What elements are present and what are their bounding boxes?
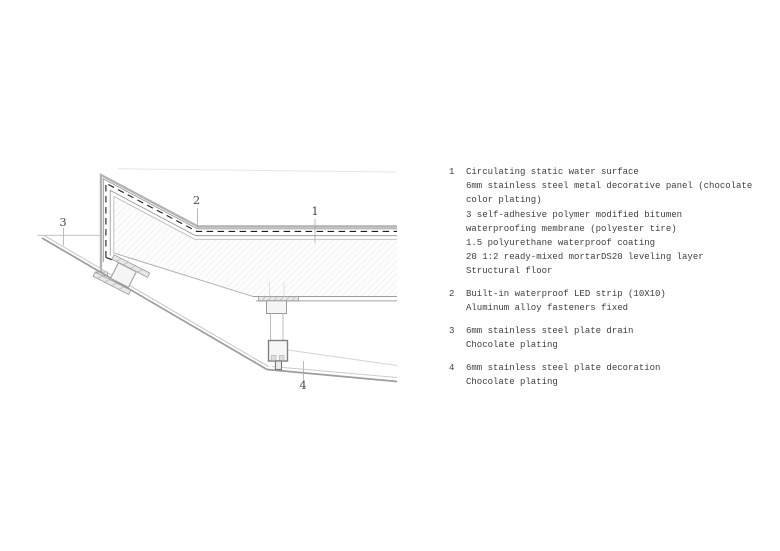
legend-line: Chocolate plating xyxy=(466,340,558,351)
hatched-slab xyxy=(114,196,397,300)
callout-3-label: 3 xyxy=(59,215,67,229)
legend-item-number: 2 xyxy=(449,289,455,300)
legend-line: 3 self-adhesive polymer modified bitumen xyxy=(466,209,683,220)
callout-1 xyxy=(311,204,318,243)
callout-1-label: 1 xyxy=(311,204,319,218)
legend-line: color plating) xyxy=(466,195,542,206)
bracket-upper-box xyxy=(267,301,287,314)
legend-item-text xyxy=(466,165,774,279)
legend-item-text xyxy=(466,361,774,389)
callout-2 xyxy=(193,193,200,228)
legend-line: 20 1:2 ready-mixed mortarDS20 leveling layer xyxy=(466,252,704,263)
legend-line: 6mm stainless steel plate decoration xyxy=(466,362,661,373)
legend-item-4 xyxy=(449,361,774,389)
legend-line: 6mm stainless steel metal decorative panel (chocolate xyxy=(466,181,753,192)
callout-2-label: 2 xyxy=(192,193,201,207)
legend-line: Aluminum alloy fasteners fixed xyxy=(466,303,629,314)
bracket-anchor-nub xyxy=(276,361,282,370)
legend xyxy=(449,165,774,398)
legend-line: Circulating static water surface xyxy=(466,167,639,177)
callout-4-label: 4 xyxy=(299,378,307,392)
legend-item-text xyxy=(466,287,774,315)
legend-line: Built-in waterproof LED strip (10X10) xyxy=(466,289,666,300)
legend-line: 1.5 polyurethane waterproof coating xyxy=(466,238,656,249)
legend-item-number: 3 xyxy=(449,326,455,337)
legend-line: Chocolate plating xyxy=(466,377,558,388)
legend-item-1 xyxy=(449,165,774,279)
callout-4 xyxy=(299,361,306,392)
legend-item-3 xyxy=(449,324,774,352)
legend-line: Structural floor xyxy=(466,266,553,277)
legend-item-text xyxy=(466,324,774,352)
legend-item-number: 4 xyxy=(449,362,455,373)
legend-item-number: 1 xyxy=(449,167,455,177)
water-surface-line xyxy=(118,169,397,172)
legend-line: waterproofing membrane (polyester tire) xyxy=(466,223,677,234)
legend-item-2 xyxy=(449,287,774,315)
legend-line: 6mm stainless steel plate drain xyxy=(466,326,634,337)
